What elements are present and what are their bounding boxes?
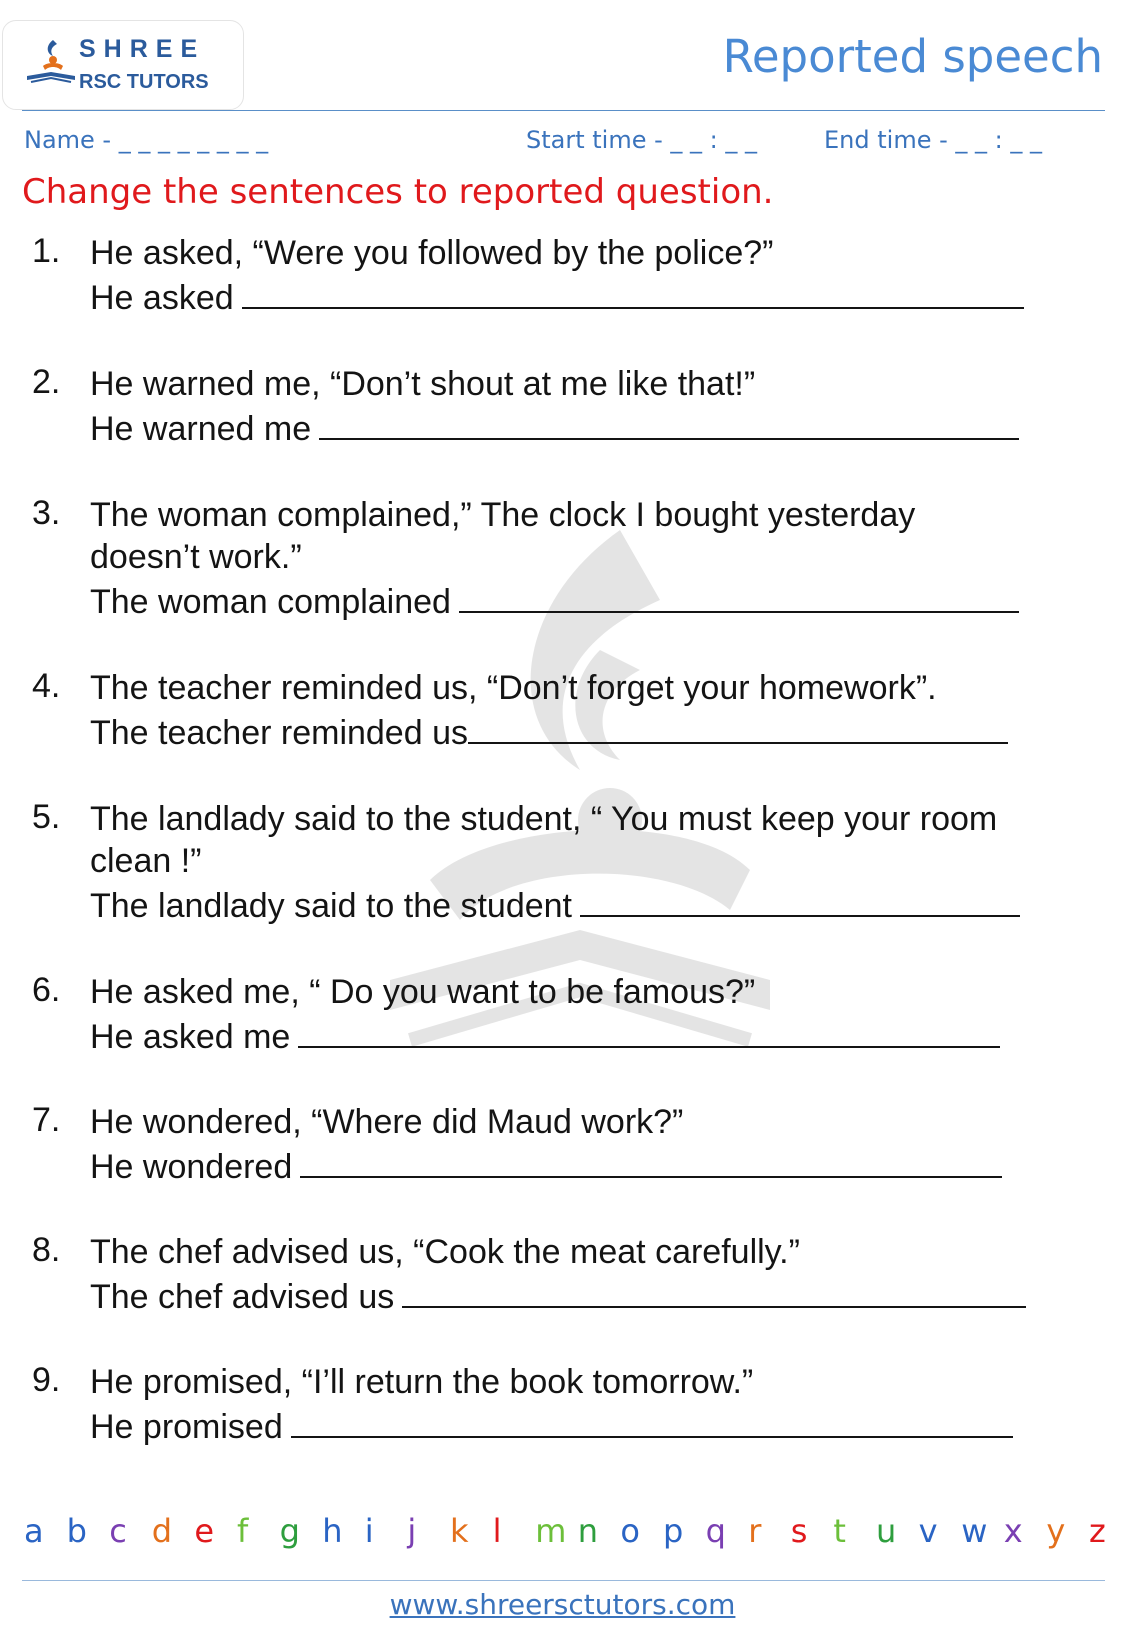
alphabet-letter-l: l [492,1512,502,1550]
alphabet-letter-z: z [1089,1512,1106,1550]
alphabet-letter-v: v [918,1512,938,1550]
alphabet-letter-a: a [24,1512,44,1550]
website-link[interactable]: www.shreersctutors.com [389,1588,736,1621]
question-number: 6. [32,971,61,1009]
question-prompt: He promised, “I’ll return the book tomorrow.” [90,1363,754,1401]
answer-lead: He warned me [90,410,312,448]
footer-divider [22,1580,1105,1581]
alphabet-letter-j: j [407,1512,417,1550]
alphabet-letter-e: e [194,1512,215,1550]
logo [2,20,244,110]
logo-book-icon [23,36,79,86]
alphabet-letter-y: y [1046,1512,1066,1550]
alphabet-letter-i: i [364,1512,374,1550]
question-prompt: He wondered, “Where did Maud work?” [90,1103,684,1141]
answer-lead: The woman complained [90,583,451,621]
answer-blank[interactable] [300,1146,1002,1178]
question-prompt: The landlady said to the student, “ You must keep your room [90,800,998,838]
answer-blank[interactable] [459,581,1019,613]
question-number: 2. [32,363,61,401]
answer-lead: He promised [90,1408,283,1446]
alphabet-letter-t: t [833,1512,846,1550]
question-prompt: The chef advised us, “Cook the meat carefully.” [90,1233,800,1271]
alphabet-letter-k: k [450,1512,469,1550]
question-number: 3. [32,494,61,532]
question-number: 8. [32,1231,61,1269]
page-title: Reported speech [722,30,1103,83]
alphabet-letter-h: h [322,1512,343,1550]
question-number: 1. [32,232,61,270]
end-time-field[interactable]: End time - _ _ : _ _ [824,126,1042,154]
alphabet-letter-g: g [279,1512,300,1550]
alphabet-letter-r: r [748,1512,762,1550]
name-field[interactable]: Name - _ _ _ _ _ _ _ _ [24,126,269,154]
alphabet-letter-p: p [663,1512,684,1550]
question-number: 4. [32,667,61,705]
answer-blank[interactable] [242,277,1024,309]
question-prompt: He asked, “Were you followed by the police?” [90,234,774,272]
answer-blank[interactable] [298,1016,1000,1048]
question-number: 7. [32,1101,61,1139]
logo-text-rsc: RSC TUTORS [79,71,209,93]
alphabet-letter-s: s [790,1512,808,1550]
alphabet-letter-x: x [1003,1512,1023,1550]
alphabet-letter-c: c [109,1512,127,1550]
alphabet-strip [0,1512,1125,1562]
answer-lead: He asked [90,279,234,317]
alphabet-letter-b: b [66,1512,87,1550]
answer-blank[interactable] [402,1276,1026,1308]
question-number: 9. [32,1361,61,1399]
logo-text-shree: SHREE [79,35,206,63]
alphabet-letter-d: d [151,1512,173,1550]
answer-lead: He wondered [90,1148,293,1186]
question-prompt-cont: doesn’t work.” [90,538,302,576]
question-prompt: He warned me, “Don’t shout at me like that!” [90,365,756,403]
answer-blank[interactable] [291,1406,1013,1438]
question-prompt-cont: clean !” [90,842,202,880]
question-number: 5. [32,798,61,836]
alphabet-letter-w: w [961,1512,988,1550]
answer-blank[interactable] [468,712,1008,744]
alphabet-letter-m: m [535,1512,567,1550]
instruction: Change the sentences to reported question. [22,172,774,212]
alphabet-letter-u: u [876,1512,897,1550]
header-divider [22,110,1105,111]
answer-lead: He asked me [90,1018,291,1056]
question-prompt: The teacher reminded us, “Don’t forget your homework”. [90,669,937,707]
question-prompt: The woman complained,” The clock I bought yesterday [90,496,916,534]
answer-blank[interactable] [580,885,1020,917]
answer-lead: The chef advised us [90,1278,395,1316]
answer-blank[interactable] [319,408,1019,440]
alphabet-letter-o: o [620,1512,640,1550]
alphabet-letter-q: q [705,1512,726,1550]
alphabet-letter-n: n [577,1512,599,1550]
question-prompt: He asked me, “ Do you want to be famous?” [90,973,756,1011]
answer-lead: The landlady said to the student [90,887,572,925]
alphabet-letter-f: f [237,1512,249,1550]
footer [0,1588,1125,1621]
start-time-field[interactable]: Start time - _ _ : _ _ [526,126,757,154]
answer-lead: The teacher reminded us [90,714,468,752]
